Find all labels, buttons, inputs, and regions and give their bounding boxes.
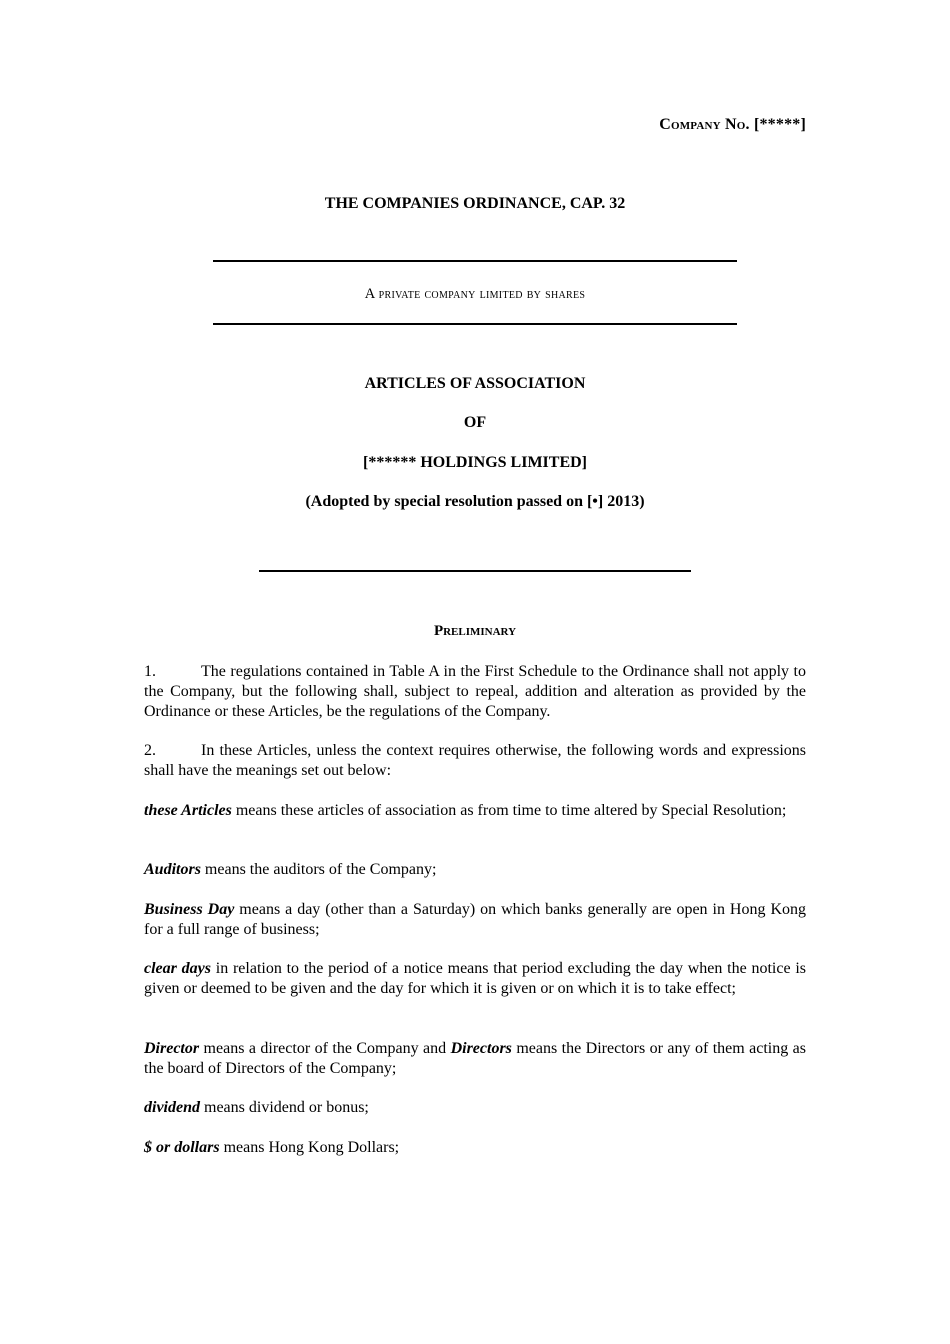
company-type: A private company limited by shares [364,286,586,302]
definition-dividend [144,1098,806,1118]
definition-text: means dividend or bonus; [200,1099,369,1116]
clause-text: In these Articles, unless the context requires otherwise, the following words and expressions shall have the meanings set out below: [144,742,806,779]
definition-business-day [144,900,806,940]
defined-term: these Articles [144,802,232,819]
definition-text: means a day (other than a Saturday) on which banks generally are open in Hong Kong for a full range of business; [144,901,806,938]
top-rule [213,260,737,262]
clause-text: The regulations contained in Table A in the First Schedule to the Ordinance shall not apply to the Company, but the following shall, subject to repeal, addition and alteration as provided by the Ordinance or these Articles, be the regulations of the Company. [144,663,806,720]
defined-term: dividend [144,1099,200,1116]
of-line: OF [463,414,487,431]
definition-text: means Hong Kong Dollars; [219,1139,400,1156]
clause-number: 1. [144,663,156,680]
defined-term: Auditors [144,861,201,878]
defined-term: clear days [144,960,211,977]
definition-text: means these articles of association as from time to time altered by Special Resolution; [231,802,787,819]
definition-dollars [144,1138,806,1158]
section-heading: Preliminary [433,623,517,639]
company-name: [****** HOLDINGS LIMITED] [362,454,588,471]
adoption-note: (Adopted by special resolution passed on [•] 2013) [305,493,645,510]
definition-text: means a director of the Company and [199,1040,451,1057]
definition-text: in relation to the period of a notice means that period excluding the day when the notice is given or deemed to be given and the day for which it is given or on which it is to take effect; [144,960,807,997]
company-number: Company No. [*****] [659,116,806,133]
clause-2 [144,741,806,781]
bottom-rule [259,570,691,572]
clause-number: 2. [144,742,156,759]
defined-term: Director [144,1040,200,1057]
document-title: ARTICLES OF ASSOCIATION [364,375,586,392]
definition-these-articles [144,801,806,821]
ordinance-title: THE COMPANIES ORDINANCE, CAP. 32 [324,195,626,212]
clause-1 [144,662,806,722]
defined-term: Directors [450,1040,512,1057]
defined-term: Business Day [144,901,235,918]
middle-rule [213,323,737,325]
definition-auditors [144,860,806,880]
definition-director [144,1039,806,1079]
definition-text: means the Directors or any of them acting as the board of Directors of the Company; [144,1040,807,1077]
definition-clear-days [144,959,806,999]
defined-term: $ or dollars [144,1139,220,1156]
definition-text: means the auditors of the Company; [200,861,437,878]
